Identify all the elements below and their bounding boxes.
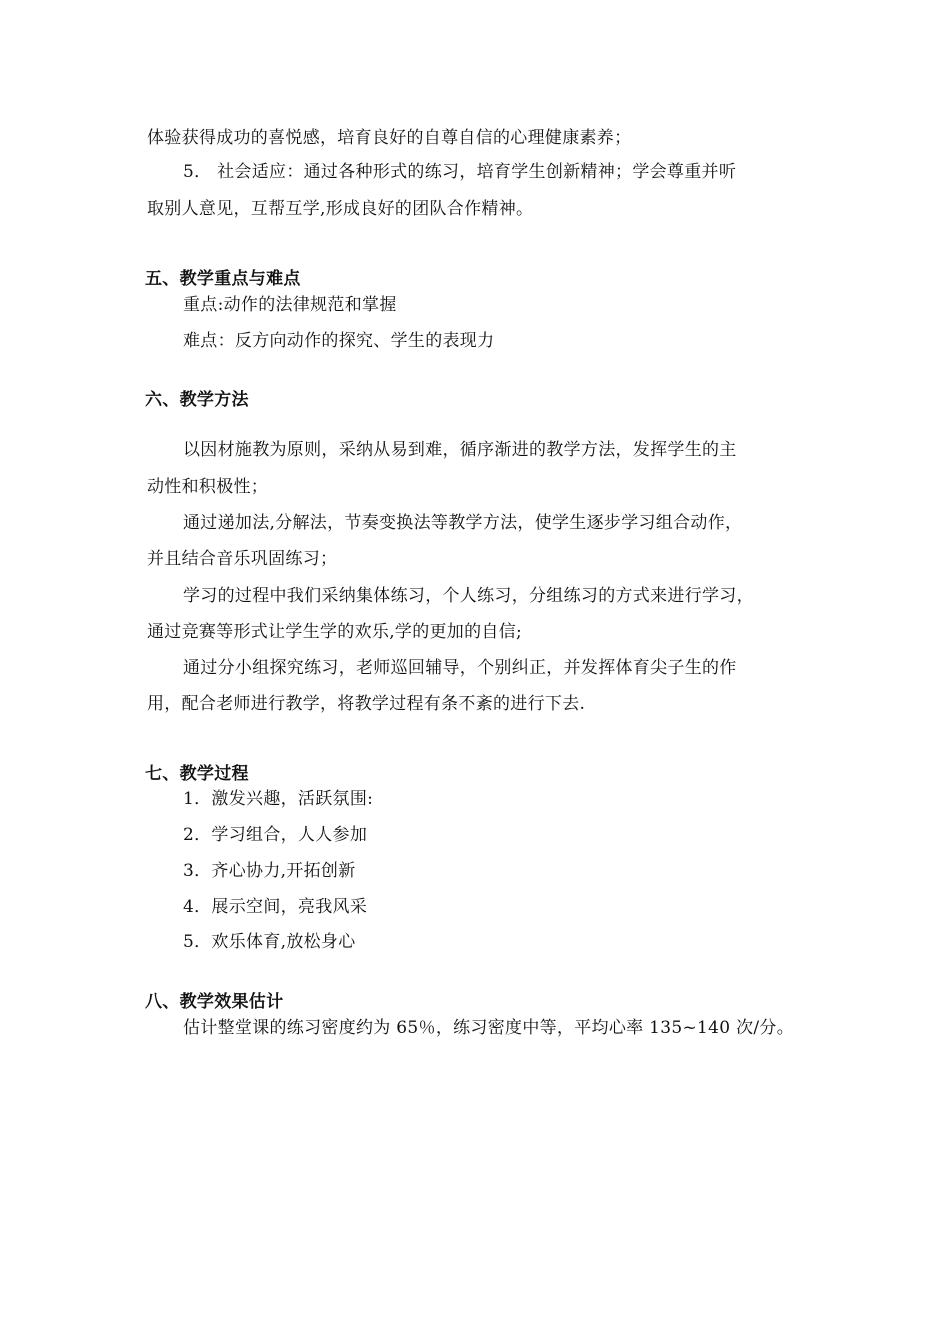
- process-item: 5．欢乐体育,放松身心: [183, 932, 356, 952]
- process-item: 4．展示空间，亮我风采: [183, 897, 368, 917]
- objective-item-5-cont: 取别人意见，互帮互学,形成良好的团队合作精神。: [147, 199, 534, 219]
- method-paragraph: 通过分小组探究练习，老师巡回辅导，个别纠正，并发挥体育尖子生的作: [183, 658, 737, 678]
- method-paragraph: 以因材施教为原则，采纳从易到难，循序渐进的教学方法，发挥学生的主: [183, 440, 737, 460]
- process-item: 1．激发兴趣，活跃氛围:: [183, 789, 374, 809]
- process-item: 3．齐心协力,开拓创新: [183, 861, 356, 881]
- section-heading-8: 八、教学效果估计: [145, 992, 284, 1012]
- method-paragraph-cont: 通过竞赛等形式让学生学的欢乐,学的更加的自信;: [147, 622, 523, 642]
- intro-line: 体验获得成功的喜悦感，培育良好的自尊自信的心理健康素养；: [147, 128, 632, 148]
- effect-estimate: 估计整堂课的练习密度约为 65％，练习密度中等，平均心率 135~140 次/分。: [183, 1018, 795, 1038]
- section-heading-6: 六、教学方法: [145, 390, 249, 410]
- method-paragraph-cont: 用，配合老师进行教学，将教学过程有条不紊的进行下去.: [147, 694, 586, 714]
- method-paragraph-cont: 并且结合音乐巩固练习；: [147, 549, 338, 569]
- section-heading-5: 五、教学重点与难点: [145, 269, 301, 289]
- objective-item-5: 5． 社会适应：通过各种形式的练习，培育学生创新精神；学会尊重并听: [183, 162, 737, 182]
- section-heading-7: 七、教学过程: [145, 764, 249, 784]
- difficulty: 难点：反方向动作的探究、学生的表现力: [183, 331, 495, 351]
- process-item: 2．学习组合，人人参加: [183, 825, 368, 845]
- method-paragraph: 学习的过程中我们采纳集体练习，个人练习，分组练习的方式来进行学习，: [183, 586, 754, 606]
- key-point: 重点:动作的法律规范和掌握: [183, 295, 397, 315]
- method-paragraph-cont: 动性和积极性；: [147, 477, 269, 497]
- method-paragraph: 通过递加法,分解法，节奏变换法等教学方法，使学生逐步学习组合动作，: [183, 513, 743, 533]
